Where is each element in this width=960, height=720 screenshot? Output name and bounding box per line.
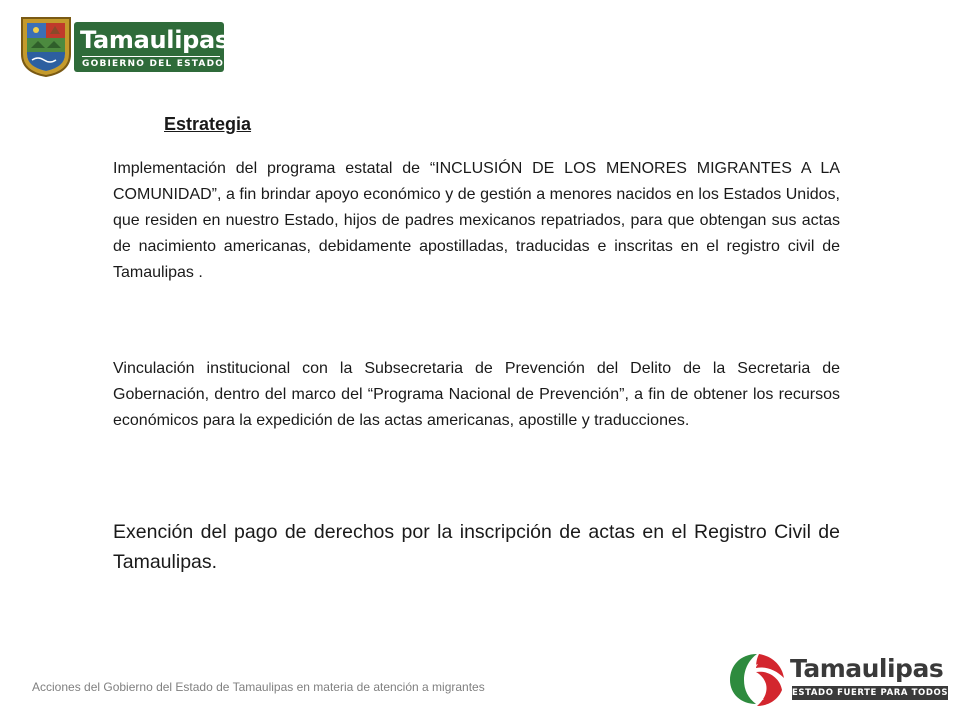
paragraph-program: Implementación del programa estatal de “INCLUSIÓN DE LOS MENORES MIGRANTES A LA COMUNIDAD”, a fin brindar apoyo económico y de gestión a menores nacidos en los Estados Unidos, que residen en nuestro Estado, hijos de padres mexicanos repatriados, para que obtengan sus actas de nacimiento americanas, debidamente apostilladas, traducidas e inscritas en el registro civil de Tamaulipas . <box>113 160 840 281</box>
footer-logo <box>726 648 952 710</box>
footer-logo-name: Tamaulipas <box>790 654 944 683</box>
header-logo <box>16 14 229 78</box>
tamaulipas-emblem-icon <box>726 650 788 708</box>
header-logo-tagline: GOBIERNO DEL ESTADO <box>82 56 220 70</box>
footer-caption: Acciones del Gobierno del Estado de Tamaulipas en materia de atención a migrantes <box>32 680 485 694</box>
paragraph-fee-exemption: Exención del pago de derechos por la inscripción de actas en el Registro Civil de Tamaulipas. <box>113 521 840 573</box>
paragraph-institutional-link: Vinculación institucional con la Subsecretaria de Prevención del Delito de la Secretaria de Gobernación, dentro del marco del “Programa Nacional de Prevención”, a fin de obtener los recursos económicos para la expedición de las actas americanas, apostille y traducciones. <box>113 360 840 429</box>
state-coat-of-arms-icon <box>16 14 76 78</box>
header-logo-name: Tamaulipas <box>80 26 229 54</box>
section-heading: Estrategia <box>164 114 252 134</box>
footer-logo-tagline: ESTADO FUERTE PARA TODOS <box>792 688 949 698</box>
